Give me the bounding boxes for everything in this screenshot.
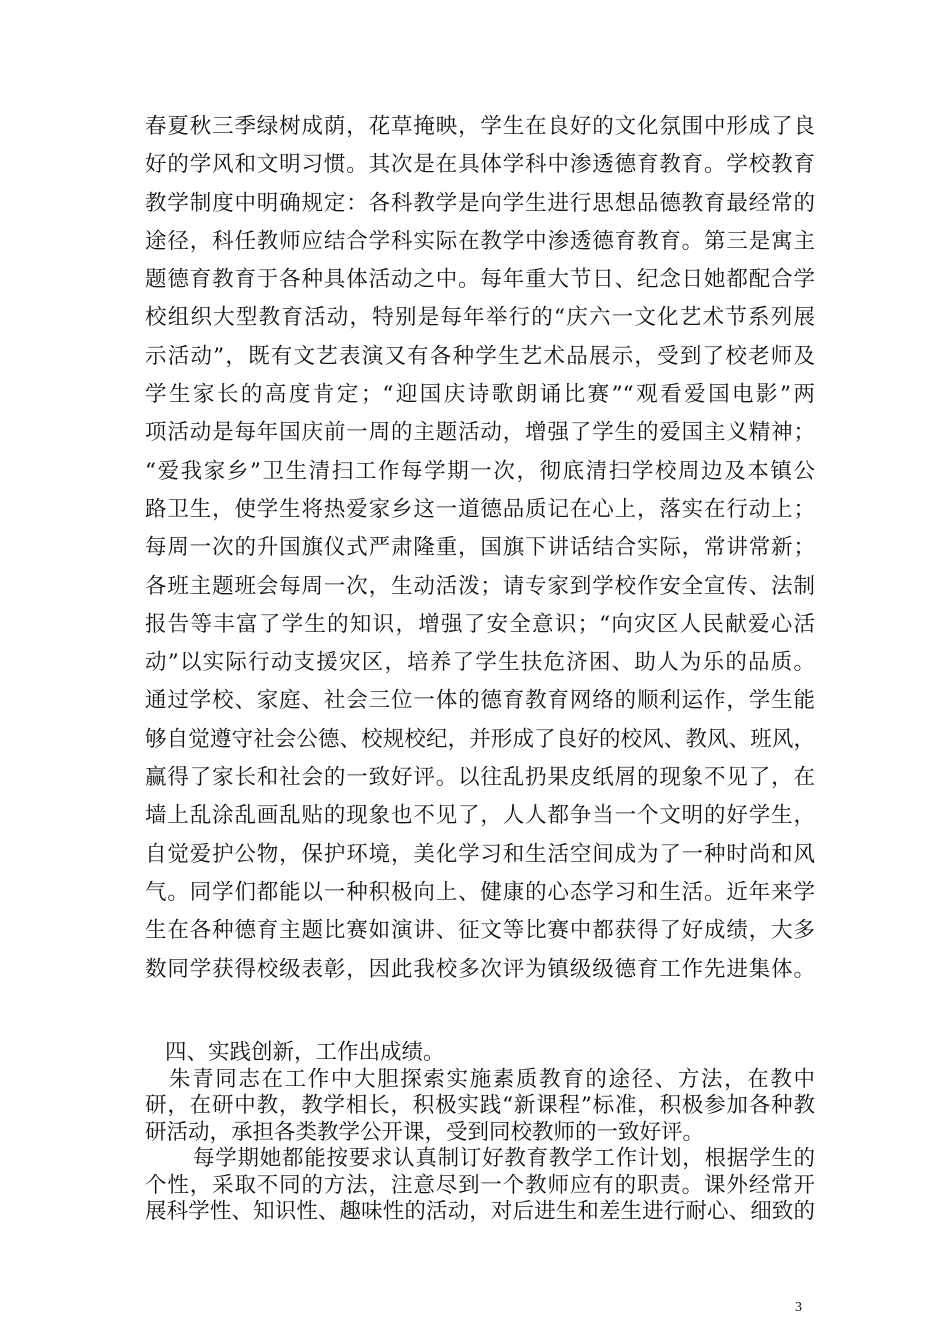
body-line: 气。同学们都能以一种积极向上、健康的心态学习和生活。近年来学 <box>145 879 815 905</box>
para-b-line: 每学期她都能按要求认真制订好教育教学工作计划，根据学生的 <box>193 1146 815 1171</box>
body-line: 春夏秋三季绿树成荫，花草掩映，学生在良好的文化氛围中形成了良 <box>145 114 815 139</box>
body-line: 项活动是每年国庆前一周的主题活动，增强了学生的爱国主义精神； <box>145 420 815 446</box>
body-line: 示活动”，既有文艺表演又有各种学生艺术品展示，受到了校老师及 <box>145 343 815 369</box>
body-line: 每周一次的升国旗仪式严肃隆重，国旗下讲话结合实际，常讲常新； <box>145 535 815 561</box>
para-b-line: 个性，采取不同的方法，注意尽到一个教师应有的职责。课外经常开 <box>145 1172 815 1198</box>
body-line: 路卫生，使学生将热爱家乡这一道德品质记在心上，落实在行动上； <box>145 496 815 522</box>
body-line: 赢得了家长和社会的一致好评。以往乱扔果皮纸屑的现象不见了，在 <box>145 765 815 791</box>
body-line: 够自觉遵守社会公德、校规校纪，并形成了良好的校风、教风、班风， <box>145 726 815 752</box>
section-heading: 四、实践创新，工作出成绩。 <box>165 1040 445 1065</box>
body-line: 校组织大型教育活动，特别是每年举行的“庆六一文化艺术节系列展 <box>145 305 815 331</box>
body-line: “爱我家乡”卫生清扫工作每学期一次，彻底清扫学校周边及本镇公 <box>145 458 815 484</box>
para-a-line: 研，在研中教，教学相长，积极实践“新课程”标准，积极参加各种教 <box>145 1093 815 1118</box>
body-line: 数同学获得校级表彰，因此我校多次评为镇级级德育工作先进集体。 <box>145 956 815 982</box>
section-four <box>145 1040 815 1226</box>
body-line: 通过学校、家庭、社会三位一体的德育教育网络的顺利运作，学生能 <box>145 688 815 714</box>
body-line: 学生家长的高度肯定；“迎国庆诗歌朗诵比赛”“观看爱国电影”两 <box>145 382 815 408</box>
body-line: 各班主题班会每周一次，生动活泼；请专家到学校作安全宣传、法制 <box>145 573 815 599</box>
body-line: 题德育教育于各种具体活动之中。每年重大节日、纪念日她都配合学 <box>145 267 815 293</box>
page-number: 3 <box>795 1300 802 1315</box>
para-a-line: 朱青同志在工作中大胆探索实施素质教育的途径、方法，在教中 <box>169 1066 815 1092</box>
para-b-line: 展科学性、知识性、趣味性的活动，对后进生和差生进行耐心、细致的 <box>145 1199 815 1224</box>
body-line: 好的学风和文明习惯。其次是在具体学科中渗透德育教育。学校教育 <box>145 152 815 178</box>
body-line: 生在各种德育主题比赛如演讲、征文等比赛中都获得了好成绩，大多 <box>145 918 815 944</box>
body-line: 自觉爱护公物，保护环境，美化学习和生活空间成为了一种时尚和风 <box>145 841 815 867</box>
para-a-line: 研活动，承担各类教学公开课，受到同校教师的一致好评。 <box>145 1119 705 1145</box>
body-line: 途径，科任教师应结合学科实际在教学中渗透德育教育。第三是寓主 <box>145 228 815 254</box>
body-line: 教学制度中明确规定：各科教学是向学生进行思想品德教育最经常的 <box>145 190 815 216</box>
body-line: 报告等丰富了学生的知识，增强了安全意识；“向灾区人民献爱心活 <box>145 611 815 637</box>
body-line: 墙上乱涂乱画乱贴的现象也不见了，人人都争当一个文明的好学生， <box>145 803 815 829</box>
body-paragraph <box>145 108 815 989</box>
body-line: 动”以实际行动支援灾区，培养了学生扶危济困、助人为乐的品质。 <box>145 650 815 676</box>
